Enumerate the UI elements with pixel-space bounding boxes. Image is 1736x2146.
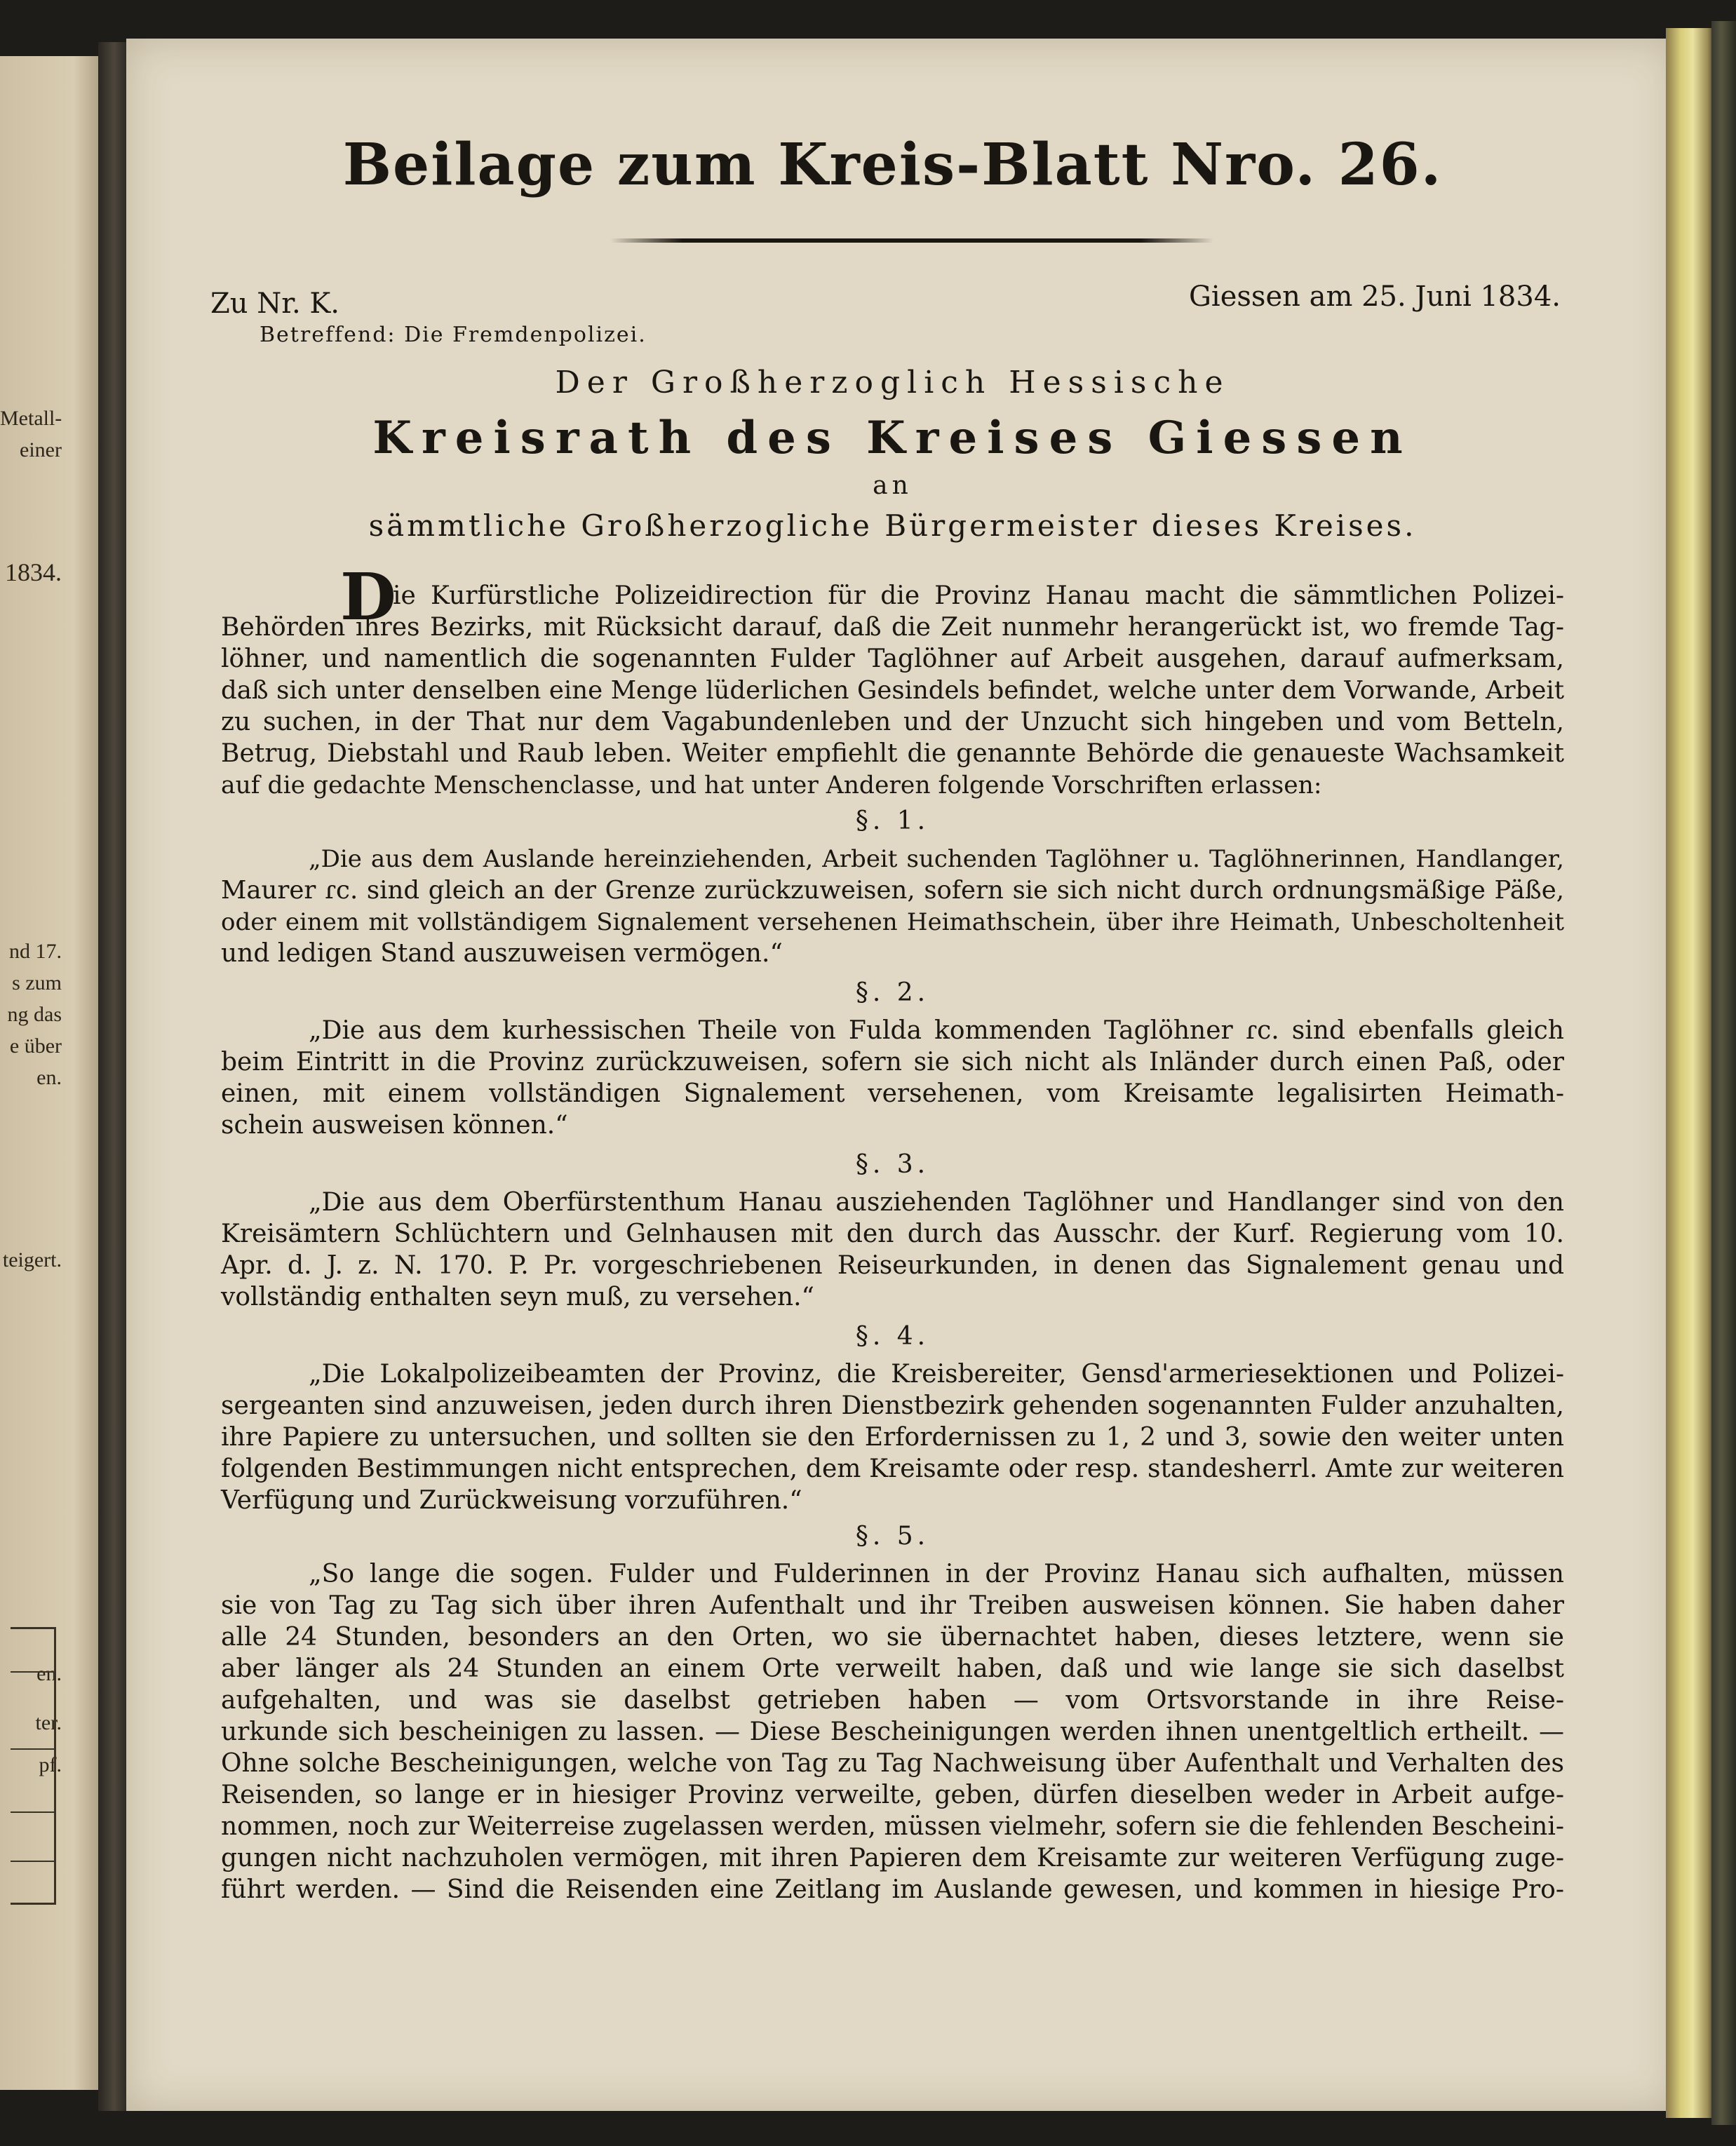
section-2-line: „Die aus dem kurhessischen Theile von Fulda kommenden Taglöhner ɾc. sind ebenfalls gleich (309, 1016, 1564, 1045)
section-5-line: sie von Tag zu Tag sich über ihren Aufenthalt und ihr Treiben ausweisen können. Sie haben daher (221, 1591, 1564, 1620)
intro-line: daß sich unter denselben eine Menge lüderlichen Gesindels befindet, welche unter dem Vorwande, Arbeit (221, 676, 1564, 705)
section-heading-2: §. 2. (855, 978, 930, 1007)
section-5-line: Reisenden, so lange er in hiesiger Provinz verweilte, geben, dürfen dieselben weder in Arbeit aufge- (221, 1781, 1564, 1809)
section-5-line: aufgehalten, und was sie daselbst getrieben haben — vom Ortsvorstande in ihre Reise- (221, 1686, 1564, 1715)
margin-text: en. (36, 1662, 62, 1685)
date-line: Giessen am 25. Juni 1834. (1188, 281, 1561, 313)
margin-text: ng das (7, 1003, 62, 1026)
section-2-line: beim Eintritt in die Provinz zurückzuweisen, sofern sie sich nicht als Inländer durch einen Paß, oder (221, 1048, 1564, 1077)
page-title: Beilage zum Kreis-Blatt Nro. 26. (342, 131, 1443, 198)
margin-text: nd 17. (9, 940, 62, 963)
section-4-line: sergeanten sind anzuweisen, jeden durch ihren Dienstbezirk gehenden sogenannten Fulder anzuhalten, (221, 1391, 1564, 1420)
section-1-line: „Die aus dem Auslande hereinziehenden, Arbeit suchenden Taglöhner u. Taglöhnerinnen, Handlanger, (309, 845, 1564, 873)
issuer-line-2: Kreisrath des Kreises Giessen (372, 412, 1413, 464)
margin-text: ter. (35, 1711, 62, 1734)
intro-line: ie Kurfürstliche Polizeidirection für die Provinz Hanau macht die sämmtlichen Polizei- (393, 581, 1564, 610)
margin-text: 1834. (5, 558, 62, 586)
section-5-line: urkunde sich bescheinigen zu lassen. — Diese Bescheinigungen werden ihnen unentgeltlich ertheilt. — (221, 1718, 1564, 1746)
section-3-line: Kreisämtern Schlüchtern und Gelnhausen mit den durch das Ausschr. der Kurf. Regierung vom 10. (221, 1220, 1564, 1248)
page-block-edge (1666, 28, 1715, 2118)
section-3-line: „Die aus dem Oberfürstenthum Hanau ausziehenden Taglöhner und Handlanger sind von den (309, 1188, 1564, 1217)
issuer-line-3: an (873, 471, 913, 500)
section-1-line: oder einem mit vollständigem Signalement versehenen Heimathschein, über ihre Heimath, Unbescholtenheit (221, 908, 1564, 936)
left-page-edge (0, 56, 105, 2090)
book-cover-edge (1711, 21, 1736, 2125)
reference-number: Zu Nr. K. (210, 288, 340, 320)
section-heading-1: §. 1. (855, 807, 930, 835)
margin-text: pf. (39, 1753, 62, 1776)
intro-line: zu suchen, in der That nur dem Vagabundenleben und der Unzucht sich hingeben und vom Betteln, (221, 708, 1564, 736)
margin-text: einer (20, 438, 62, 461)
title-divider (610, 238, 1213, 243)
section-4-line: ihre Papiere zu untersuchen, und sollten sie den Erfordernissen zu 1, 2 und 3, sowie den weiter unten (221, 1423, 1564, 1452)
section-3-line: vollständig enthalten seyn muß, zu versehen.“ (221, 1283, 814, 1311)
intro-line: Behörden ihres Bezirks, mit Rücksicht darauf, daß die Zeit nunmehr herangerückt ist, wo fremde Tag- (221, 613, 1564, 642)
issuer-line-4: sämmtliche Großherzogliche Bürgermeister dieses Kreises. (368, 508, 1417, 543)
margin-text: Metall- (0, 407, 62, 430)
margin-text: e über (9, 1034, 62, 1058)
section-5-line: Ohne solche Bescheinigungen, welche von Tag zu Tag Nachweisung über Aufenthalt und Verhalten des (221, 1749, 1564, 1778)
intro-line: auf die gedachte Menschenclasse, und hat unter Anderen folgende Vorschriften erlassen: (221, 771, 1322, 799)
section-3-line: Apr. d. J. z. N. 170. P. Pr. vorgeschriebenen Reiseurkunden, in denen das Signalement genau und (221, 1251, 1564, 1280)
section-5-line: „So lange die sogen. Fulder und Fulderinnen in der Provinz Hanau sich aufhalten, müssen (309, 1560, 1564, 1588)
section-5-line: führt werden. — Sind die Reisenden eine Zeitlang im Auslande gewesen, und kommen in hiesige Pro- (221, 1875, 1564, 1904)
margin-text: en. (36, 1066, 62, 1089)
section-4-line: folgenden Bestimmungen nicht entsprechen, dem Kreisamte oder resp. standesherrl. Amte zur weiteren (221, 1455, 1564, 1483)
section-5-line: aber länger als 24 Stunden an einem Orte verweilt haben, daß und wie lange sie sich daselbst (221, 1654, 1564, 1683)
subject-line: Betreffend: Die Fremdenpolizei. (260, 323, 647, 347)
drop-cap: D (340, 559, 396, 635)
section-5-line: nommen, noch zur Weiterreise zugelassen werden, müssen vielmehr, sofern sie die fehlenden Bescheini- (221, 1812, 1564, 1841)
intro-line: löhner, und namentlich die sogenannten Fulder Taglöhner auf Arbeit ausgehen, darauf aufmerksam, (221, 645, 1564, 673)
section-2-line: einen, mit einem vollständigen Signalement versehenen, vom Kreisamte legalisirten Heimath- (221, 1079, 1564, 1108)
section-4-line: Verfügung und Zurückweisung vorzuführen.“ (221, 1486, 802, 1515)
section-1-line: Maurer ɾc. sind gleich an der Grenze zurückzuweisen, sofern sie sich nicht durch ordnungsmäßige Päße, (221, 876, 1564, 905)
section-heading-3: §. 3. (855, 1150, 930, 1179)
book-gutter (98, 42, 130, 2111)
section-heading-4: §. 4. (855, 1322, 930, 1351)
margin-table-fragment (11, 1627, 56, 1905)
section-heading-5: §. 5. (855, 1522, 930, 1551)
section-1-line: und ledigen Stand auszuweisen vermögen.“ (221, 939, 783, 968)
issuer-line-1: Der Großherzoglich Hessische (555, 365, 1230, 400)
section-4-line: „Die Lokalpolizeibeamten der Provinz, die Kreisbereiter, Gensd'armeriesektionen und Polizei- (309, 1360, 1564, 1389)
section-5-line: alle 24 Stunden, besonders an den Orten, wo sie übernachtet haben, dieses letztere, wenn sie (221, 1623, 1564, 1652)
margin-text: teigert. (2, 1248, 62, 1271)
intro-line: Betrug, Diebstahl und Raub leben. Weiter empfiehlt die genannte Behörde die genaueste Wachsamkeit (221, 739, 1564, 768)
section-2-line: schein ausweisen können.“ (221, 1111, 568, 1140)
margin-text: s zum (12, 971, 62, 994)
section-5-line: gungen nicht nachzuholen vermögen, mit ihren Papieren dem Kreisamte zur weiteren Verfügung zuge- (221, 1844, 1564, 1872)
